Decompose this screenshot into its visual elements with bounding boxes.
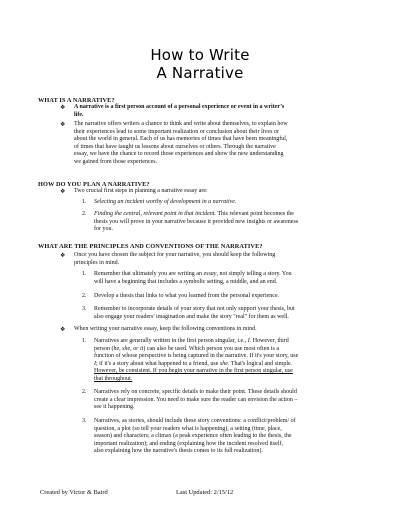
planning-step-2: Finding the central, relevant point in that incident. This relevant point becomes the thesis you will prove in your narrative because it provided new insights or awareness for you. [94, 211, 299, 233]
diamond-bullet-icon: ❖ [60, 253, 66, 259]
definition-text: A narrative is a first person account of a personal experience or event in a writer’s life. [74, 104, 285, 118]
diamond-bullet-icon: ❖ [60, 105, 66, 111]
narrative-purpose-paragraph: The narrative offers writers a chance to think and write about themselves, to explain how their experiences lead to some important realization or conclusion about their lives or about the world in general. Each of us has memories of times that have been meaningful, of times that have taught us lessons about ourselves or others. Through the narrative essay, we have the chance to record those experiences and show the new understanding we gained from those experiences. [74, 121, 288, 165]
list-number: 1. [82, 271, 87, 277]
diamond-bullet-icon: ❖ [60, 327, 66, 333]
principle-3: Remember to incorporate details of your story that not only support your thesis, but also engage your readers' imagination and make the story "real" for them as well. [94, 306, 295, 320]
diamond-bullet-icon: ❖ [60, 122, 66, 128]
convention-3: Narratives, as stories, should include these story conventions: a conflict/problem/ of question, a plot (so tell your readers what is happening), a setting (time, place, season) and characters; a climax (a peak experience often leading to the thesis, the important realization); and ending (explaining how the incident resolved itself, also explaining how the narrative's thesis comes to its full realization). [94, 418, 296, 455]
principle-2: Develop a thesis that links to what you learned from the personal experience. [94, 293, 280, 299]
list-number: 2. [82, 293, 87, 299]
convention-1: Narratives are generally written in the first person singular, i.e., I. However, third person (he, she, or it) can also be used. Which person you use most often is a function of whose perspective is being captured in the narrative. If it's your story, use I; if it's a story about what happened to a friend, use she. That's logical and simple. However, be consistent. If you begin your narrative in the first person singular, use that throughout. [94, 338, 299, 382]
list-number: 2. [82, 389, 87, 395]
section-heading-principles: WHAT ARE THE PRINCIPLES AND CONVENTIONS OF THE NARRATIVE? [38, 243, 263, 250]
diamond-bullet-icon: ❖ [60, 189, 66, 195]
section-heading-plan: HOW DO YOU PLAN A NARRATIVE? [38, 181, 150, 188]
footer-author: Created by Victor & Baird [40, 489, 108, 496]
conventions-intro: When writing your narrative essay, keep the following conventions in mind. [74, 326, 257, 332]
planning-step-1: Selecting an incident worthy of development in a narrative. [94, 199, 237, 205]
title-line-2: A Narrative [156, 64, 244, 82]
list-number: 2. [82, 211, 87, 217]
title-line-1: How to Write [150, 46, 250, 64]
section-heading-what-is: WHAT IS A NARRATIVE? [38, 97, 115, 104]
footer-updated: Last Updated: 2/15/12 [176, 489, 234, 496]
principles-intro: Once you have chosen the subject for your narrative, you should keep the following principles in mind. [74, 252, 276, 266]
list-number: 1. [82, 199, 87, 205]
planning-intro: Two crucial first steps in planning a narrative essay are: [74, 188, 208, 194]
list-number: 3. [82, 418, 87, 424]
list-number: 3. [82, 306, 87, 312]
principle-1: Remember that ultimately you are writing an essay, not simply telling a story. You will have a beginning that includes a symbolic setting, a middle, and an end. [94, 271, 292, 285]
list-number: 1. [82, 338, 87, 344]
convention-2: Narratives rely on concrete, specific details to make their point. These details should create a clear impression. You need to make sure the reader can envision the action – see it happening. [94, 389, 298, 411]
